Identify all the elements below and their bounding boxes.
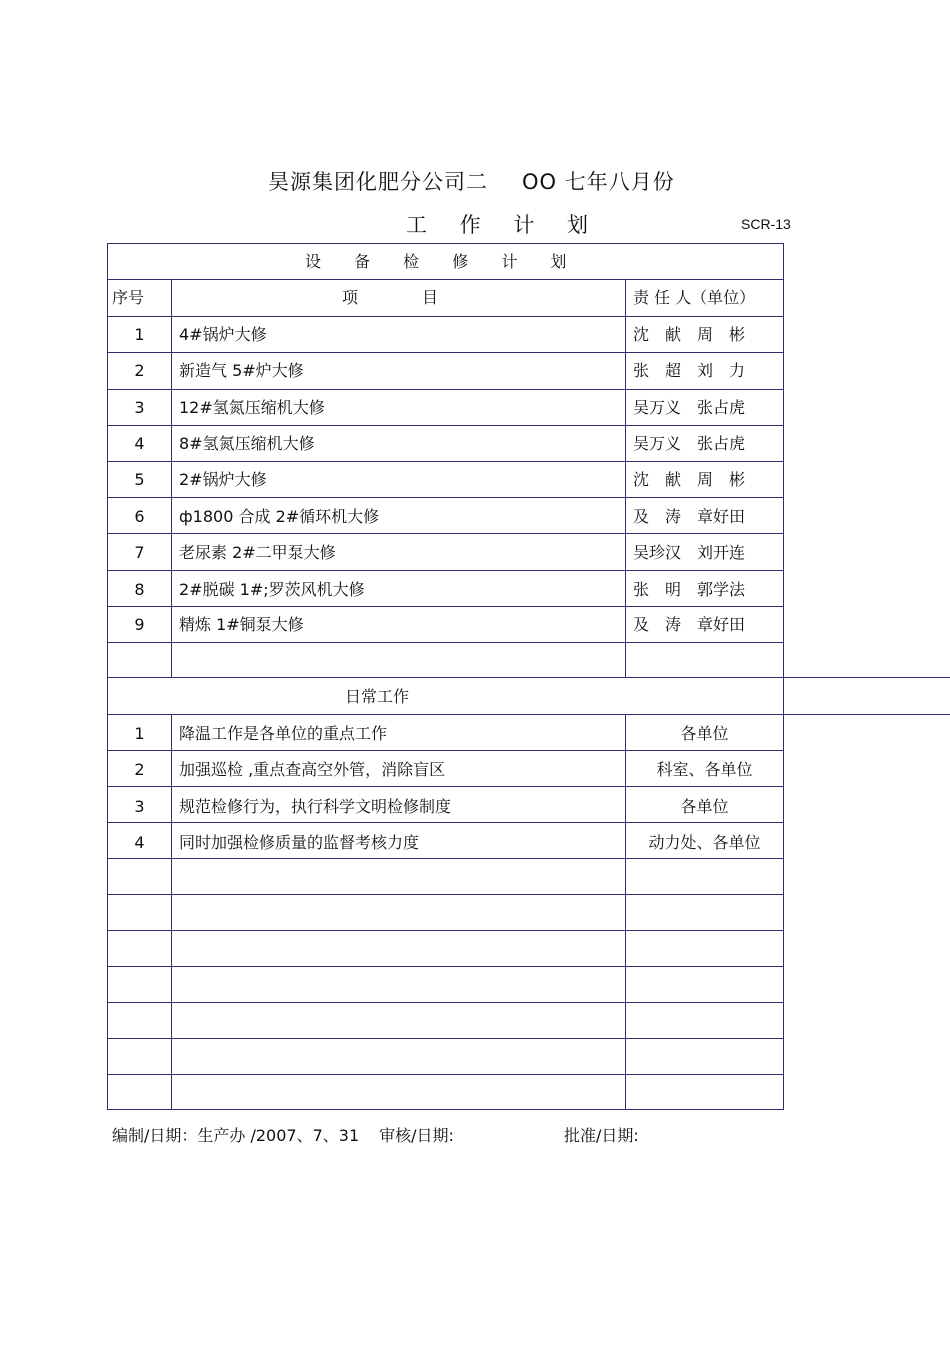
column-header-number: 序号 [112,288,145,307]
table-row-item: 同时加强检修质量的监督考核力度 [179,833,420,852]
table-row-item: 2#锅炉大修 [179,470,267,489]
table-row-responsible: 沈 献 周 彬 [633,325,746,344]
table-row-responsible: 及 涛 章好田 [633,507,746,526]
approval-footer [112,1123,639,1146]
table-row-number: 2 [134,361,145,380]
table-row-item: 12#氢氮压缩机大修 [179,398,325,417]
table-row-item: ф1800 合成 2#循环机大修 [179,507,380,526]
table-row-responsible: 吴万义 张占虎 [633,434,746,453]
table-row-number: 8 [134,580,145,599]
table-row-item: 精炼 1#铜泵大修 [179,615,304,634]
table-row-responsible: 吴万义 张占虎 [633,398,746,417]
table-row-responsible: 张 超 刘 力 [633,361,746,380]
table-row-item: 4#锅炉大修 [179,325,267,344]
document-subtitle: 工 作 计 划 [406,213,602,237]
table-row-item: 老尿素 2#二甲泵大修 [179,543,336,562]
table-row-responsible: 动力处、各单位 [648,833,761,852]
table-row-number: 4 [134,434,145,453]
table-row-item: 降温工作是各单位的重点工作 [179,724,388,743]
table-row-responsible: 科室、各单位 [656,760,753,779]
company-name: 昊源集团化肥分公司二 [268,170,488,194]
table-row-item: 8#氢氮压缩机大修 [179,434,315,453]
document-title [268,166,675,196]
column-header-item: 项 目 [342,288,439,307]
plan-period: OO 七年八月份 [522,170,675,194]
table-row-responsible: 各单位 [680,797,729,816]
table-row-number: 3 [134,398,145,417]
table-row-number: 2 [134,760,145,779]
table-row-number: 5 [134,470,145,489]
table-row-number: 6 [134,507,145,526]
table-row-number: 9 [134,615,145,634]
table-row-number: 4 [134,833,145,852]
table-row-item: 2#脱碳 1#;罗茨风机大修 [179,580,365,599]
column-header-responsible: 责 任 人（单位） [633,288,756,307]
table-row-responsible: 各单位 [680,724,729,743]
daily-section-title: 日常工作 [345,687,410,706]
table-row-number: 7 [134,543,145,562]
table-row-number: 1 [134,325,145,344]
compiled-by: 编制/日期：生产办 /2007、7、31 [112,1126,360,1145]
approved-by: 批准/日期: [563,1126,639,1145]
reviewed-by: 审核/日期: [379,1126,454,1145]
table-row-responsible: 吴珍汉 刘开连 [633,543,746,562]
table-row-responsible: 沈 献 周 彬 [633,470,746,489]
table-row-responsible: 张 明 郭学法 [633,580,746,599]
table-row-item: 新造气 5#炉大修 [179,361,304,380]
maintenance-section-title: 设 备 检 修 计 划 [305,252,581,271]
table-row-number: 3 [134,797,145,816]
table-row-responsible: 及 涛 章好田 [633,615,746,634]
table-row-item: 加强巡检 ,重点查高空外管，消除盲区 [179,760,446,779]
table-row-item: 规范检修行为，执行科学文明检修制度 [179,797,452,816]
table-row-number: 1 [134,724,145,743]
form-code: SCR-13 [741,216,791,232]
